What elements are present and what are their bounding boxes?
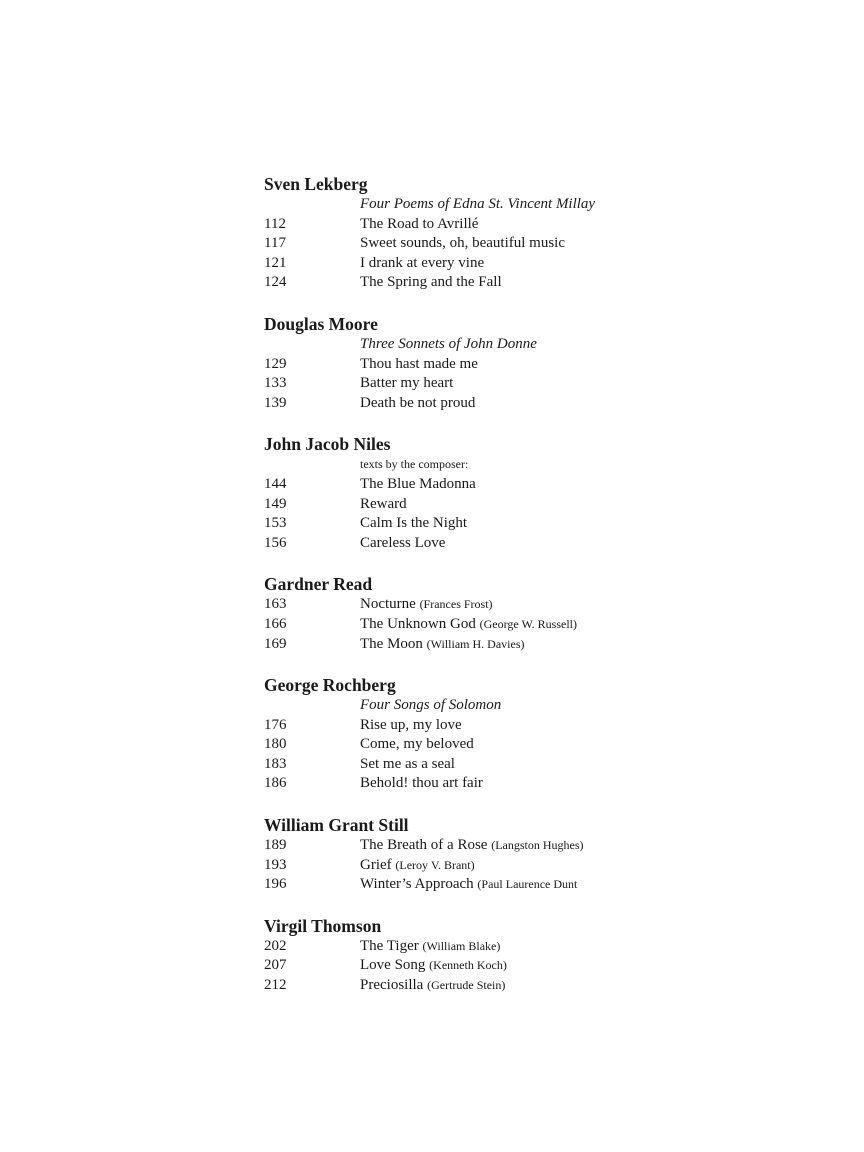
song-entry <box>264 716 664 736</box>
song-entry <box>264 514 664 534</box>
page-number: 117 <box>264 235 286 252</box>
composer-name: Sven Lekberg <box>264 174 368 194</box>
song-title: Reward <box>360 495 407 512</box>
song-title: Behold! thou art fair <box>360 775 483 792</box>
composer-section <box>264 915 664 996</box>
poet-credit: (William Blake) <box>422 938 501 953</box>
page-number: 189 <box>264 837 287 854</box>
page-number: 156 <box>264 534 287 551</box>
poet-credit: (Langston Hughes) <box>491 838 584 853</box>
song-entry <box>264 875 664 895</box>
song-title: Come, my beloved <box>360 736 474 753</box>
page-number: 166 <box>264 615 287 632</box>
composer-section <box>264 674 664 794</box>
poet-credit: (Paul Laurence Dunt <box>477 877 578 892</box>
song-title: The Spring and the Fall <box>360 274 502 291</box>
song-entry <box>264 475 664 495</box>
composer-section <box>264 173 664 293</box>
page-number: 144 <box>264 475 287 492</box>
song-entry <box>264 234 664 254</box>
song-title: Careless Love <box>360 534 446 551</box>
song-entry <box>264 976 664 996</box>
cycle-title: Three Sonnets of John Donne <box>360 335 537 352</box>
song-entry <box>264 355 664 375</box>
page-number: 196 <box>264 876 287 893</box>
page-number: 124 <box>264 274 287 291</box>
song-title: The Breath of a Rose <box>360 837 488 854</box>
poet-credit: (George W. Russell) <box>479 616 578 631</box>
composer-name: Douglas Moore <box>264 313 378 334</box>
page-number: 112 <box>264 215 286 232</box>
song-title: Preciosilla <box>360 977 424 994</box>
page-number: 207 <box>264 957 287 974</box>
page-number: 153 <box>264 515 287 532</box>
song-entry <box>264 774 664 794</box>
song-title: I drank at every vine <box>360 254 485 271</box>
page-number: 176 <box>264 716 287 733</box>
page-number: 139 <box>264 394 287 411</box>
poet-credit: (Leroy V. Brant) <box>395 857 475 872</box>
contents-page <box>264 173 664 1016</box>
song-entry <box>264 615 664 635</box>
song-title: Sweet sounds, oh, beautiful music <box>360 235 565 252</box>
song-title: Rise up, my love <box>360 716 462 733</box>
page-number: 149 <box>264 495 287 512</box>
page-number: 202 <box>264 937 287 954</box>
song-title: Death be not proud <box>360 394 476 411</box>
cycle-title: Four Poems of Edna St. Vincent Millay <box>360 196 596 212</box>
song-title: The Unknown God <box>360 615 476 632</box>
song-entry <box>264 956 664 976</box>
composer-section <box>264 573 664 654</box>
composer-name: Virgil Thomson <box>264 915 382 936</box>
song-title: Winter’s Approach <box>360 876 474 893</box>
song-entry <box>264 755 664 775</box>
song-title: Set me as a seal <box>360 755 455 772</box>
song-entry <box>264 254 664 274</box>
page-number: 212 <box>264 977 287 994</box>
composer-name: George Rochberg <box>264 675 396 696</box>
page-number: 133 <box>264 375 287 392</box>
song-entry <box>264 937 664 957</box>
composer-section <box>264 814 664 895</box>
song-entry <box>264 635 664 655</box>
page-number: 186 <box>264 775 287 792</box>
song-entry <box>264 374 664 394</box>
song-title: The Road to Avrillé <box>360 215 479 232</box>
page-number: 180 <box>264 736 287 753</box>
song-entry <box>264 735 664 755</box>
song-entry <box>264 836 664 856</box>
song-entry <box>264 534 664 554</box>
song-entry <box>264 495 664 515</box>
song-entry <box>264 273 664 293</box>
song-title: The Tiger <box>360 937 419 954</box>
composer-name: William Grant Still <box>264 815 409 836</box>
page-number: 129 <box>264 355 287 372</box>
poet-credit: (Kenneth Koch) <box>429 958 507 973</box>
song-entry <box>264 595 664 615</box>
text-note: texts by the composer: <box>360 457 469 472</box>
song-title: Batter my heart <box>360 375 454 392</box>
page-number: 169 <box>264 635 287 652</box>
song-title: Nocturne <box>360 596 416 613</box>
page-number: 121 <box>264 254 287 271</box>
composer-section <box>264 433 664 553</box>
song-entry <box>264 394 664 414</box>
composer-name: John Jacob Niles <box>264 434 391 455</box>
page-number: 163 <box>264 596 287 613</box>
cycle-title: Four Songs of Solomon <box>360 697 502 714</box>
song-title: The Moon <box>360 635 423 652</box>
poet-credit: (William H. Davies) <box>426 636 525 651</box>
poet-credit: (Gertrude Stein) <box>427 978 506 993</box>
poet-credit: (Frances Frost) <box>419 597 493 612</box>
song-entry <box>264 856 664 876</box>
page-number: 183 <box>264 755 287 772</box>
song-title: Thou hast made me <box>360 355 478 372</box>
composer-section <box>264 313 664 413</box>
song-title: Love Song <box>360 957 426 974</box>
song-title: The Blue Madonna <box>360 475 476 492</box>
song-title: Calm Is the Night <box>360 515 468 532</box>
song-title: Grief <box>360 856 392 873</box>
composer-name: Gardner Read <box>264 574 373 595</box>
song-entry <box>264 215 664 235</box>
page-number: 193 <box>264 856 287 873</box>
